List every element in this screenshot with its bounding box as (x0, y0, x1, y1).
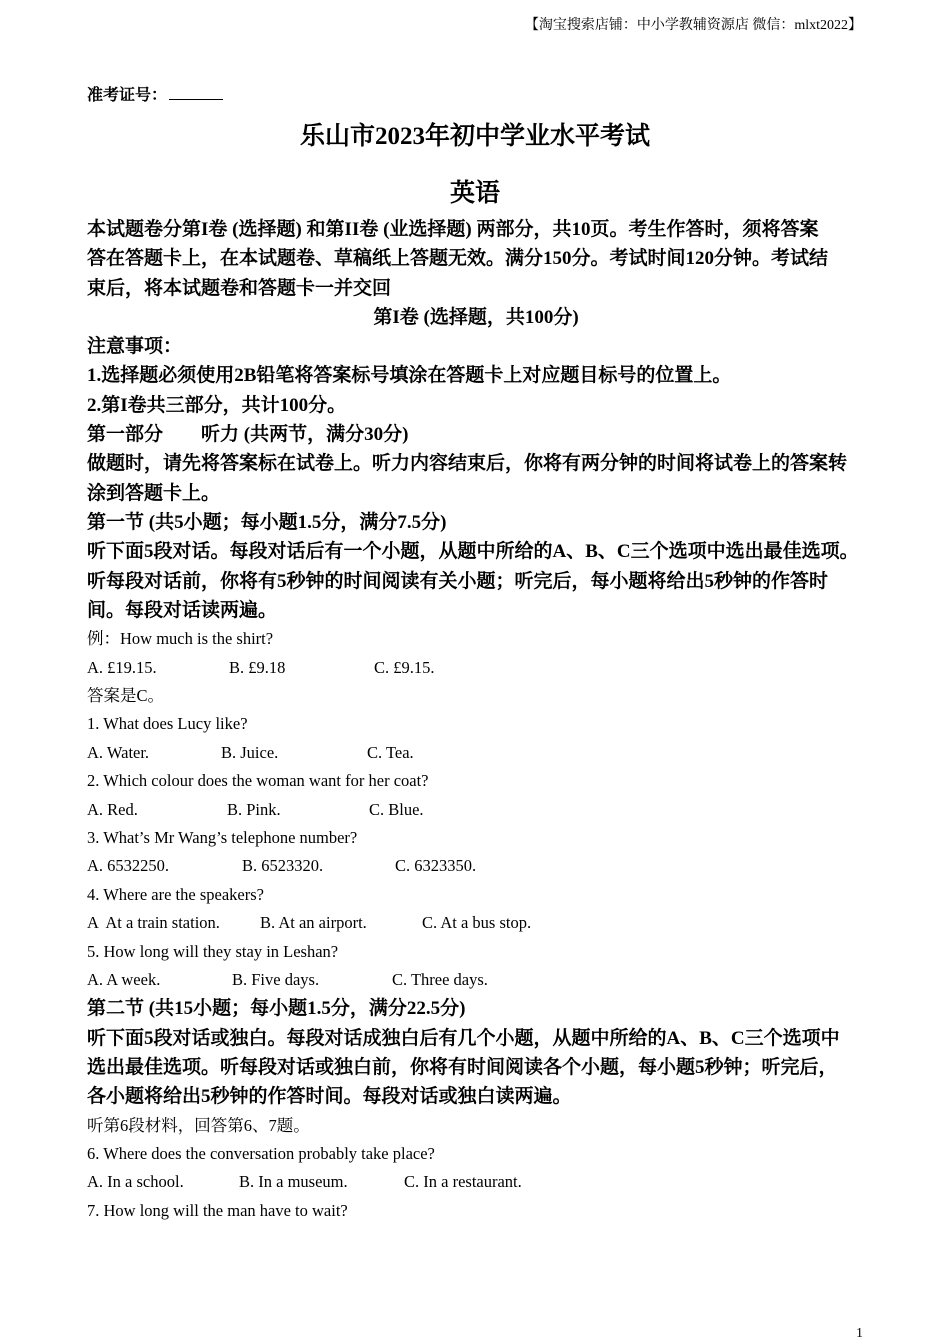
question-1: 1. What does Lucy like? (87, 714, 248, 734)
option: A. 6532250. (87, 856, 170, 876)
option: C. Tea. (367, 742, 414, 762)
question-3: 3. What’s Mr Wang’s telephone number? (87, 828, 358, 847)
exam-id-blank (169, 85, 223, 100)
note-item: 1.选择题必须使用2B铅笔将答案标号填涂在答题卡上对应题目标号的位置上。 (87, 365, 732, 387)
options-3 (87, 852, 887, 880)
option: C. In a restaurant. (404, 1172, 522, 1192)
section1-instruction: 间。每段对话读两遍。 (87, 599, 278, 621)
section1-instruction: 听下面5段对话。每段对话后有一个小题，从题中所给的A、B、C三个选项中选出最佳选项。 (87, 541, 859, 563)
options-4 (87, 909, 887, 937)
part1-instruction: 涂到答题卡上。 (87, 482, 221, 504)
example-question: 例：How much is the shirt? (87, 629, 274, 649)
option: A. £19.15. (87, 657, 157, 677)
option: A. Red. (87, 799, 138, 819)
intro-line: 束后，将本试题卷和答题卡一并交回 (87, 277, 392, 299)
option: A. Water. (87, 742, 150, 762)
option: C. Blue. (369, 799, 424, 819)
exam-title: 乐山市2023年初中学业水平考试 (299, 123, 650, 150)
option: B. In a museum. (239, 1172, 348, 1192)
question-5: 5. How long will they stay in Leshan? (87, 941, 339, 961)
notes-title: 注意事项： (87, 336, 183, 358)
option: C. £9.15. (374, 657, 435, 677)
option: B. Pink. (227, 799, 281, 819)
section2-instruction: 听下面5段对话或独白。每段对话成独白后有几个小题，从题中所给的A、B、C三个选项中 (87, 1027, 840, 1049)
exam-content (87, 215, 887, 1225)
question-6: 6. Where does the conversation probably take place? (87, 1144, 435, 1164)
material-note: 听第6段材料，回答第6、7题。 (87, 1115, 310, 1135)
volume-title: 第I卷 (选择题，共100分) (373, 306, 579, 328)
option: A. In a school. (87, 1172, 184, 1192)
part1-title-b: 听力 (共两节，满分30分) (201, 424, 409, 446)
page-number: 1 (856, 1326, 863, 1341)
example-answer: 答案是C。 (87, 685, 165, 705)
section1-instruction: 听每段对话前，你将有5秒钟的时间阅读有关小题；听完后，每小题将给出5秒钟的作答时 (87, 570, 829, 592)
option: A. A week. (87, 970, 161, 990)
question-2: 2. Which colour does the woman want for her coat? (87, 771, 429, 791)
option: B. 6523320. (242, 856, 324, 876)
part1-instruction: 做题时，请先将答案标在试卷上。听力内容结束后，你将有两分钟的时间将试卷上的答案转 (87, 453, 848, 475)
options-5 (87, 966, 887, 994)
part1-title-a: 第一部分 (87, 424, 164, 446)
section1-title: 第一节 (共5小题；每小题1.5分，满分7.5分) (87, 511, 447, 533)
intro-line: 本试题卷分第I卷 (选择题) 和第II卷 (业选择题) 两部分，共10页。考生作答时，须将答案 (87, 219, 819, 240)
options-1 (87, 739, 887, 767)
subject-title: 英语 (449, 180, 500, 207)
question-7: 7. How long will the man have to wait? (87, 1200, 348, 1220)
option: A At a train station. (87, 913, 220, 933)
options-2 (87, 796, 887, 824)
options-6 (87, 1168, 887, 1196)
option: B. At an airport. (260, 913, 367, 933)
example-options (87, 654, 887, 682)
option: B. £9.18 (229, 657, 286, 677)
option: B. Five days. (232, 970, 320, 990)
shop-header: 【淘宝搜索店铺：中小学教辅资源店 微信：mlxt2022】 (524, 18, 862, 33)
option: C. At a bus stop. (422, 913, 532, 933)
exam-id-label: 准考证号： (87, 87, 168, 104)
option: B. Juice. (221, 742, 279, 762)
question-4: 4. Where are the speakers? (87, 884, 264, 904)
section2-title: 第二节 (共15小题；每小题1.5分，满分22.5分) (87, 998, 466, 1020)
option: C. Three days. (392, 970, 488, 990)
part1-title (87, 420, 887, 449)
option: C. 6323350. (395, 856, 477, 876)
section2-instruction: 各小题将给出5秒钟的作答时间。每段对话或独白读两遍。 (87, 1086, 572, 1108)
section2-instruction: 选出最佳选项。听每段对话或独白前，你将有时间阅读各个小题，每小题5秒钟；听完后， (87, 1057, 838, 1079)
exam-id-field (87, 82, 223, 105)
intro-line: 答在答题卡上，在本试题卷、草稿纸上答题无效。满分150分。考试时间120分钟。考试结 (87, 248, 829, 270)
note-item: 2.第I卷共三部分，共计100分。 (87, 394, 347, 416)
